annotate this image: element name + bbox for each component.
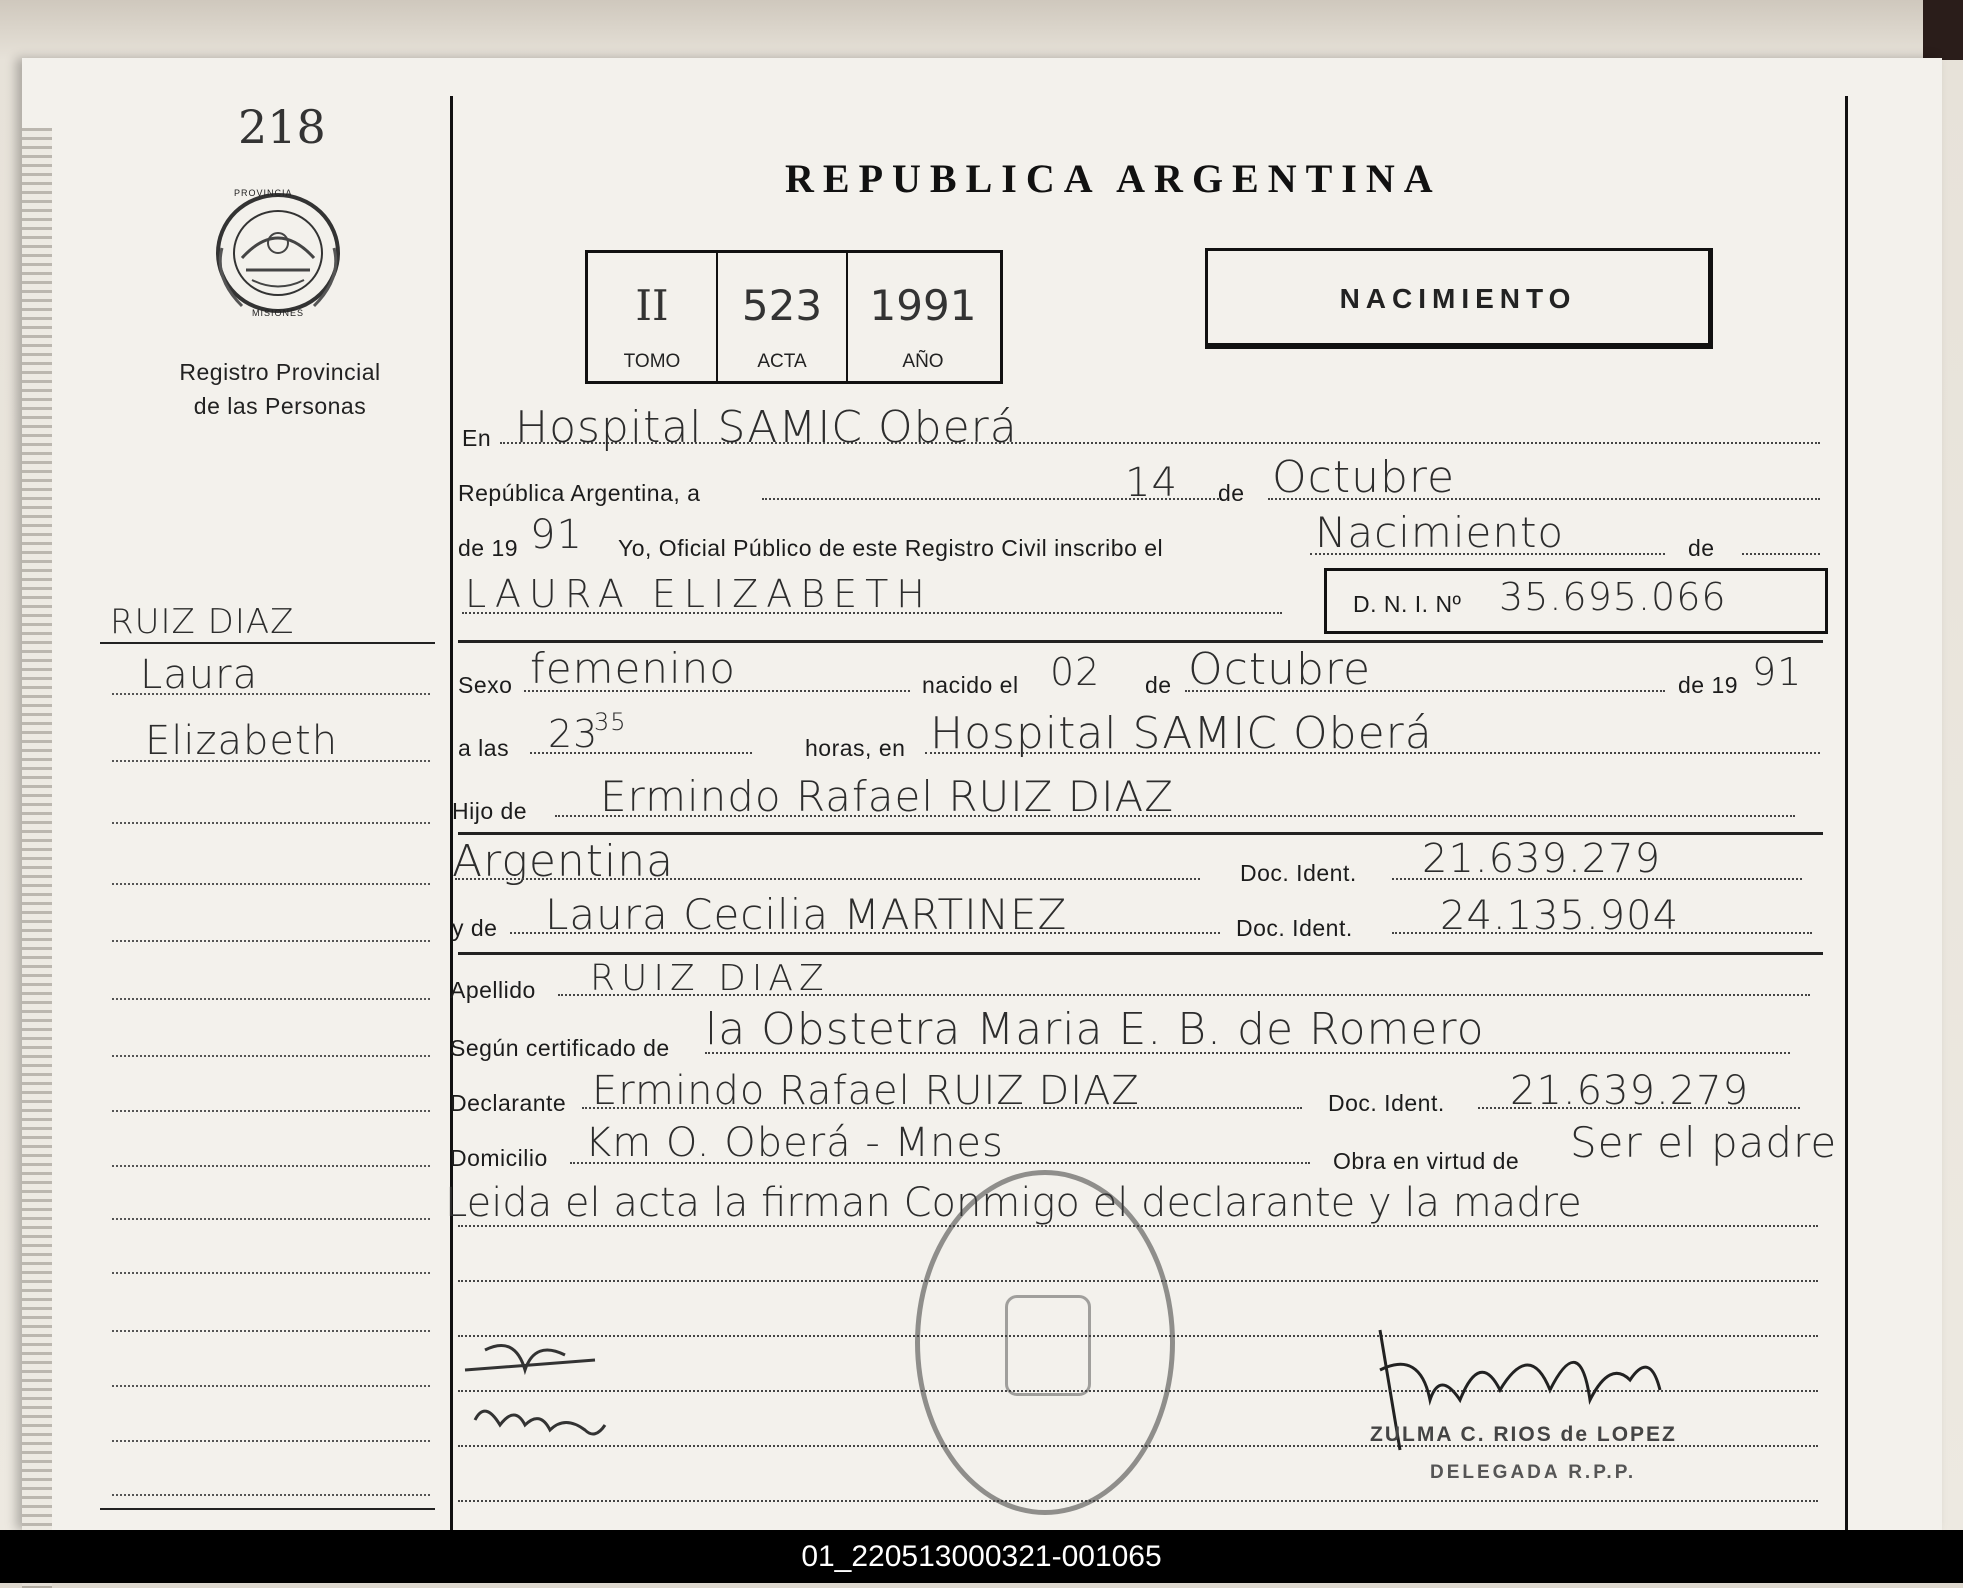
republica-label: República Argentina, a <box>458 480 701 506</box>
obra-value: Ser el padre <box>1570 1118 1838 1167</box>
declarante-doc: 21.639.279 <box>1510 1068 1750 1114</box>
margin-line <box>112 822 430 824</box>
hijo-label: Hijo de <box>452 798 528 824</box>
hour-minutes: 35 <box>594 708 627 736</box>
segun-value: la Obstetra Maria E. B. de Romero <box>705 1004 1485 1055</box>
year-suffix: 91 <box>530 512 583 558</box>
birth-year-suffix: 91 <box>1752 650 1803 694</box>
obra-label: Obra en virtud de <box>1333 1148 1520 1174</box>
doc-label: Doc. Ident. <box>1240 860 1357 886</box>
book-spine <box>1923 0 1963 60</box>
doc-label-3: Doc. Ident. <box>1328 1090 1445 1116</box>
margin-line <box>112 1330 430 1332</box>
alas-label: a las <box>458 735 510 761</box>
dni-label: D. N. I. Nº <box>1353 591 1462 617</box>
registry-name <box>150 355 410 423</box>
act-value: Nacimiento <box>1315 508 1565 557</box>
domicilio-label: Domicilio <box>450 1145 548 1171</box>
day-value: 14 <box>1125 460 1178 506</box>
sexo-label: Sexo <box>458 672 513 698</box>
de19-label-2: de 19 <box>1678 672 1739 698</box>
apellido-value: RUIZ DIAZ <box>590 958 830 999</box>
margin-line <box>112 1440 430 1442</box>
page-number: 218 <box>238 100 326 154</box>
right-border <box>1845 96 1848 1530</box>
acta-cell <box>718 253 848 381</box>
sexo-value: femenino <box>530 644 736 693</box>
margin-line <box>112 1055 430 1057</box>
record-type-box <box>1205 248 1713 349</box>
tomo-value: II <box>635 281 669 330</box>
yo-label: Yo, Oficial Público de este Registro Civil inscribo el <box>618 535 1164 561</box>
official-stamp <box>915 1170 1175 1515</box>
acta-label: ACTA <box>757 351 807 372</box>
seal-text-top: PROVINCIA <box>234 188 293 198</box>
anio-value: 1991 <box>869 281 977 330</box>
father-name: Ermindo Rafael RUIZ DIAZ <box>600 772 1175 821</box>
mother-doc: 24.135.904 <box>1440 893 1680 939</box>
margin-line <box>112 940 430 942</box>
stamp-emblem <box>1005 1295 1091 1396</box>
line-nationality <box>455 878 1200 880</box>
margin-surname: RUIZ DIAZ <box>110 602 295 642</box>
margin-line <box>112 1494 430 1496</box>
yde-label: y de <box>452 915 498 941</box>
margin-line <box>112 998 430 1000</box>
tomo-label: TOMO <box>623 351 681 372</box>
mother-name: Laura Cecilia MARTINEZ <box>545 890 1068 939</box>
en-label: En <box>462 425 492 451</box>
line-blank <box>458 1500 1818 1502</box>
margin-name-1: Laura <box>140 652 259 698</box>
margin-rule-top <box>100 642 435 644</box>
official-name: ZULMA C. RIOS de LOPEZ <box>1370 1423 1677 1446</box>
child-name: LAURA ELIZABETH <box>465 572 933 616</box>
line-de <box>1742 553 1820 555</box>
anio-cell <box>848 253 998 381</box>
father-doc: 21.639.279 <box>1422 836 1662 882</box>
place-value: Hospital SAMIC Oberá <box>515 402 1018 453</box>
form-rule-3 <box>458 952 1823 955</box>
margin-line <box>112 1385 430 1387</box>
horas-label: horas, en <box>805 735 906 761</box>
declarant-signature <box>455 1330 615 1460</box>
official-role: DELEGADA R.P.P. <box>1430 1462 1637 1483</box>
form-rule-1 <box>458 640 1823 643</box>
record-number-box <box>585 250 1003 384</box>
hour-value: 23 <box>548 712 599 756</box>
margin-line <box>112 1218 430 1220</box>
closing-statement: Leida el acta la firman Conmigo el declarante y la madre <box>445 1180 1582 1226</box>
dni-box <box>1324 568 1828 634</box>
dni-value: 35.695.066 <box>1499 575 1727 619</box>
footer-id: 01_220513000321-001065 <box>0 1530 1963 1583</box>
de-label-3: de <box>1145 672 1172 698</box>
nacido-label: nacido el <box>922 672 1019 698</box>
segun-label: Según certificado de <box>450 1035 670 1061</box>
registry-line-2: de las Personas <box>193 393 367 419</box>
anio-label: AÑO <box>902 351 944 372</box>
margin-line <box>112 1165 430 1167</box>
birth-day: 02 <box>1050 650 1101 694</box>
margin-line <box>112 1272 430 1274</box>
de-label-2: de <box>1688 535 1715 561</box>
provincial-seal-icon <box>212 188 344 318</box>
apellido-label: Apellido <box>450 977 536 1003</box>
declarante-value: Ermindo Rafael RUIZ DIAZ <box>592 1068 1140 1114</box>
acta-value: 523 <box>741 281 823 330</box>
form-rule-2 <box>458 832 1823 835</box>
declarante-label: Declarante <box>450 1090 567 1116</box>
birth-place: Hospital SAMIC Oberá <box>930 708 1433 759</box>
registry-line-1: Registro Provincial <box>179 359 381 385</box>
seal-text-bottom: MISIONES <box>252 308 305 318</box>
father-nationality: Argentina <box>452 836 675 887</box>
page-edges <box>22 128 52 1588</box>
margin-line <box>112 883 430 885</box>
margin-line <box>112 1110 430 1112</box>
domicilio-value: Km O. Oberá - Mnes <box>585 1120 1004 1166</box>
tomo-cell <box>588 253 718 381</box>
month-value: Octubre <box>1272 452 1456 503</box>
margin-rule-bottom <box>100 1508 435 1510</box>
birth-month: Octubre <box>1188 644 1372 695</box>
record-type: NACIMIENTO <box>1339 283 1577 314</box>
doc-label-2: Doc. Ident. <box>1236 915 1353 941</box>
margin-name-2: Elizabeth <box>145 718 339 764</box>
document-title: REPUBLICA ARGENTINA <box>785 156 1442 201</box>
de-label: de <box>1218 480 1245 506</box>
de19-label: de 19 <box>458 535 519 561</box>
